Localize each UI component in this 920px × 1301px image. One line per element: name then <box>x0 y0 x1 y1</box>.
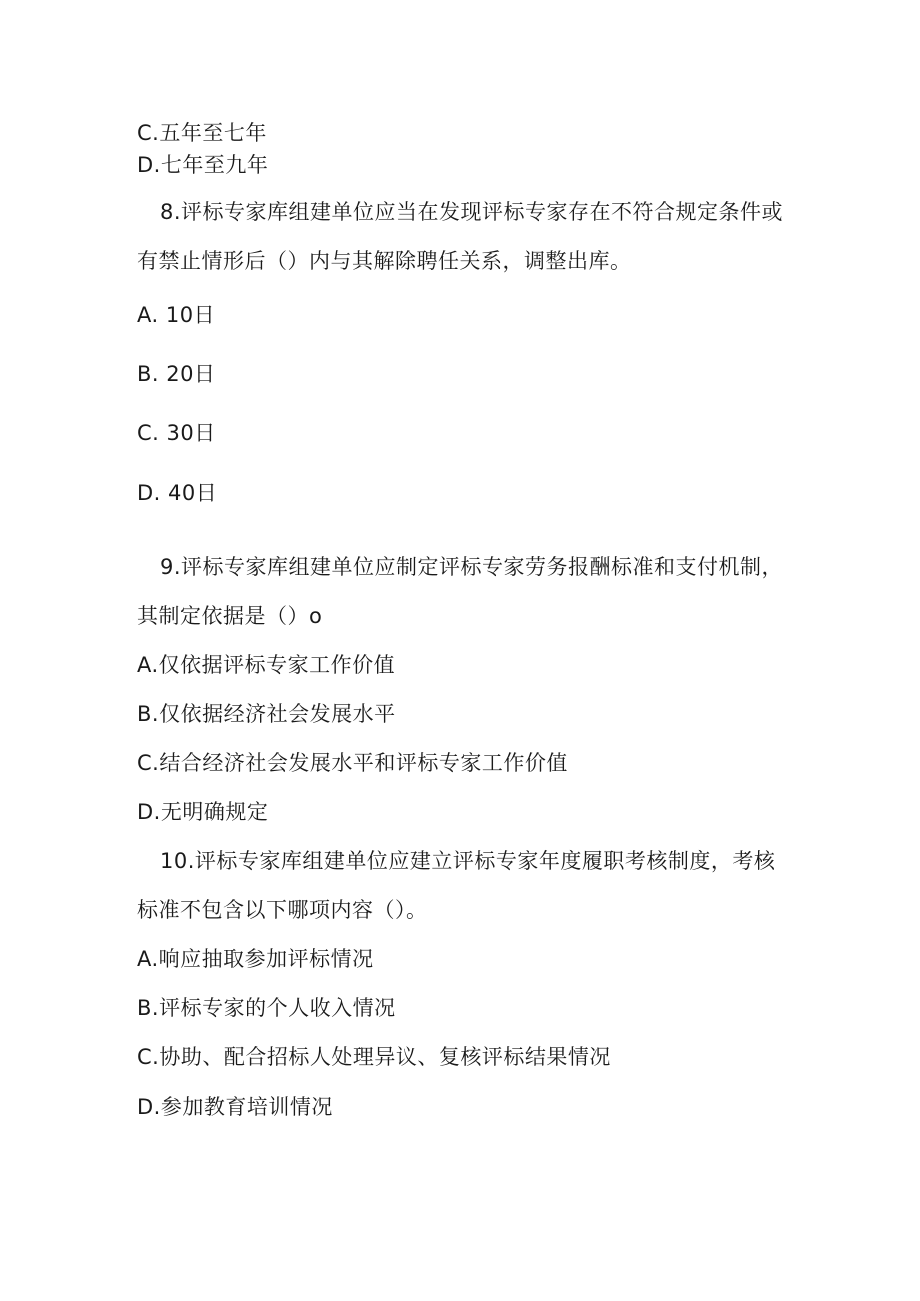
q9-option-b: B.仅依据经济社会发展水平 <box>137 702 396 726</box>
q9-option-c: C.结合经济社会发展水平和评标专家工作价值 <box>137 751 568 775</box>
q8-stem-line1: 8.评标专家库组建单位应当在发现评标专家存在不符合规定条件或 <box>160 200 784 224</box>
q10-stem-line2: 标准不包含以下哪项内容（）。 <box>137 898 428 922</box>
q9-stem-line1: 9.评标专家库组建单位应制定评标专家劳务报酬标准和支付机制， <box>160 555 784 579</box>
prev-option-d: D.七年至九年 <box>137 153 269 177</box>
q10-stem-line1: 10.评标专家库组建单位应建立评标专家年度履职考核制度，考核 <box>160 849 776 873</box>
q9-option-a: A.仅依据评标专家工作价值 <box>137 653 396 677</box>
q10-option-a: A.响应抽取参加评标情况 <box>137 947 374 971</box>
q9-stem-line2: 其制定依据是（）o <box>137 604 323 628</box>
q8-option-d: D. 40日 <box>137 481 218 505</box>
q8-option-b: B. 20日 <box>137 362 216 386</box>
q8-stem-line2: 有禁止情形后（）内与其解除聘任关系，调整出库。 <box>137 249 632 273</box>
q10-option-c: C.协助、配合招标人处理异议、复核评标结果情况 <box>137 1045 611 1069</box>
q10-option-b: B.评标专家的个人收入情况 <box>137 996 396 1020</box>
q9-option-d: D.无明确规定 <box>137 800 269 824</box>
q8-option-a: A. 10日 <box>137 303 216 327</box>
q10-option-d: D.参加教育培训情况 <box>137 1095 333 1119</box>
prev-option-c: C.五年至七年 <box>137 121 267 145</box>
q8-option-c: C. 30日 <box>137 421 216 445</box>
